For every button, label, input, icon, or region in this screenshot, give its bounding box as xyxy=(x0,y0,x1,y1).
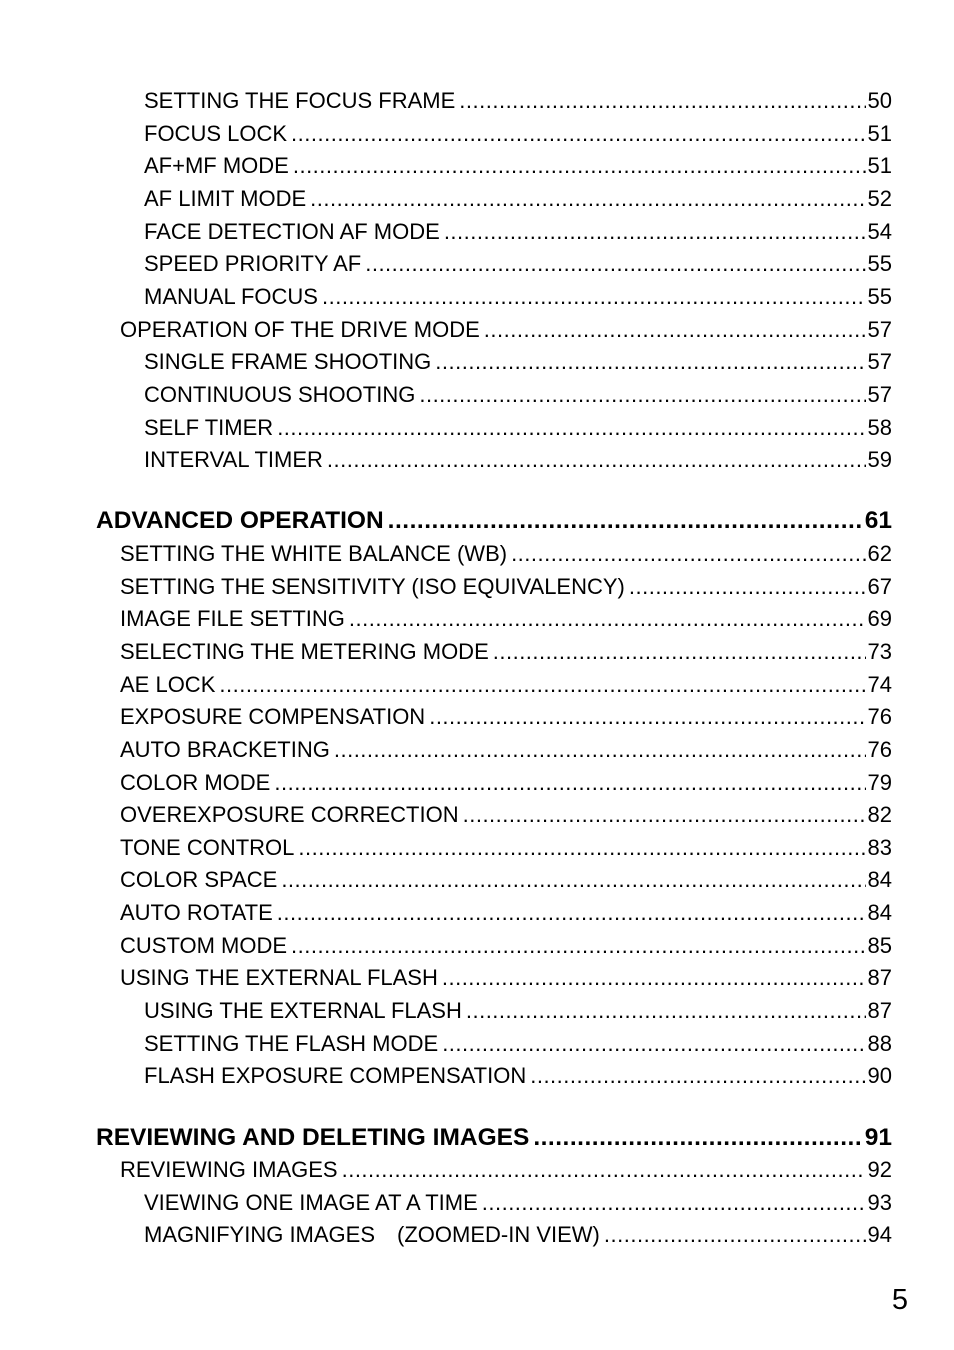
toc-entry-title: ADVANCED OPERATION xyxy=(96,507,384,535)
toc-entry-page: 55 xyxy=(867,251,892,277)
toc-entry[interactable] xyxy=(120,606,892,632)
toc-entry-page: 55 xyxy=(867,283,892,309)
toc-entry[interactable] xyxy=(144,415,892,441)
toc-entry-page: 91 xyxy=(864,1123,892,1151)
toc-entry-page: 58 xyxy=(867,414,892,440)
toc-entry-page: 61 xyxy=(864,507,892,535)
toc-dot-leader xyxy=(429,704,865,730)
toc-entry[interactable] xyxy=(144,88,892,114)
toc-dot-leader xyxy=(442,965,866,991)
toc-entry[interactable] xyxy=(144,447,892,473)
toc-entry-title: FACE DETECTION AF MODE xyxy=(144,218,440,244)
toc-dot-leader xyxy=(511,541,865,567)
toc-entry-title: AUTO BRACKETING xyxy=(120,736,330,762)
toc-entry-page: 90 xyxy=(867,1063,892,1089)
toc-dot-leader xyxy=(310,186,865,212)
toc-dot-leader xyxy=(277,900,866,926)
toc-entry-title: VIEWING ONE IMAGE AT A TIME xyxy=(144,1189,478,1215)
toc-entry-page: 69 xyxy=(867,606,892,632)
toc-dot-leader xyxy=(298,835,865,861)
toc-entry-title: CUSTOM MODE xyxy=(120,932,288,958)
toc-entry-title: FLASH EXPOSURE COMPENSATION xyxy=(144,1063,527,1089)
toc-entry-title: OVEREXPOSURE CORRECTION xyxy=(120,802,459,828)
toc-entry-title: SPEED PRIORITY AF xyxy=(144,251,362,277)
toc-entry[interactable] xyxy=(120,541,892,567)
toc-entry-page: 52 xyxy=(867,185,892,211)
toc-dot-leader xyxy=(274,770,865,796)
toc-entry-title: OPERATION OF THE DRIVE MODE xyxy=(120,316,480,342)
toc-entry-title: TONE CONTROL xyxy=(120,834,295,860)
toc-entry[interactable] xyxy=(120,639,892,665)
toc-entry-title: MAGNIFYING IMAGES (ZOOMED-IN VIEW) xyxy=(144,1222,600,1248)
toc-dot-leader xyxy=(291,933,865,959)
toc-entry-title: AF LIMIT MODE xyxy=(144,185,307,211)
toc-entry[interactable] xyxy=(120,965,892,991)
toc-dot-leader xyxy=(435,349,865,375)
toc-entry-title: AE LOCK xyxy=(120,671,216,697)
toc-entry-title: COLOR SPACE xyxy=(120,867,278,893)
toc-entry-page: 51 xyxy=(867,153,892,179)
toc-entry-page: 74 xyxy=(867,671,892,697)
toc-entry-title: USING THE EXTERNAL FLASH xyxy=(120,965,438,991)
toc-dot-leader xyxy=(466,998,866,1024)
toc-heading[interactable] xyxy=(96,1124,892,1152)
toc-entry[interactable] xyxy=(120,704,892,730)
toc-entry-title: SETTING THE WHITE BALANCE (WB) xyxy=(120,540,508,566)
toc-entry[interactable] xyxy=(120,933,892,959)
toc-entry-title: COLOR MODE xyxy=(120,769,271,795)
toc-dot-leader xyxy=(530,1063,865,1089)
toc-entry-title: SETTING THE FLASH MODE xyxy=(144,1030,439,1056)
toc-entry-title: REVIEWING IMAGES xyxy=(120,1157,338,1183)
toc-entry-page: 57 xyxy=(867,349,892,375)
toc-entry-title: MANUAL FOCUS xyxy=(144,283,318,309)
toc-dot-leader xyxy=(277,415,865,441)
toc-entry-page: 57 xyxy=(867,381,892,407)
toc-dot-leader xyxy=(327,447,866,473)
toc-entry-page: 62 xyxy=(867,540,892,566)
toc-dot-leader xyxy=(291,121,865,147)
toc-heading[interactable] xyxy=(96,507,892,535)
toc-entry-page: 73 xyxy=(867,638,892,664)
toc-entry-page: 82 xyxy=(867,802,892,828)
toc-entry-page: 92 xyxy=(867,1157,892,1183)
toc-entry-title: SETTING THE FOCUS FRAME xyxy=(144,88,456,113)
toc-dot-leader xyxy=(342,1157,866,1183)
toc-entry[interactable] xyxy=(120,835,892,861)
toc-entry[interactable] xyxy=(120,672,892,698)
toc-dot-leader xyxy=(629,574,866,600)
toc-entry[interactable] xyxy=(144,382,892,408)
toc-entry-page: 84 xyxy=(867,867,892,893)
toc-entry-title: SINGLE FRAME SHOOTING xyxy=(144,349,432,375)
toc-entry-title: AF+MF MODE xyxy=(144,153,289,179)
toc-entry-page: 84 xyxy=(867,900,892,926)
toc-dot-leader xyxy=(493,639,866,665)
toc-entry-page: 50 xyxy=(867,88,892,113)
toc-dot-leader xyxy=(484,317,866,343)
toc-entry-page: 57 xyxy=(867,316,892,342)
toc-dot-leader xyxy=(322,284,866,310)
toc-entry-page: 87 xyxy=(867,965,892,991)
toc-entry[interactable] xyxy=(144,1031,892,1057)
toc-entry-title: REVIEWING AND DELETING IMAGES xyxy=(96,1123,530,1151)
toc-entry[interactable] xyxy=(120,317,892,343)
toc-dot-leader xyxy=(459,88,865,114)
toc-entry-title: FOCUS LOCK xyxy=(144,120,288,146)
toc-entry[interactable] xyxy=(144,349,892,375)
toc-dot-leader xyxy=(442,1031,865,1057)
toc-entry[interactable] xyxy=(144,153,892,179)
toc-entry[interactable] xyxy=(144,251,892,277)
toc-entry-page: 85 xyxy=(867,932,892,958)
toc-entry-page: 94 xyxy=(867,1222,892,1248)
toc-dot-leader xyxy=(604,1222,866,1248)
toc-entry-title: IMAGE FILE SETTING xyxy=(120,606,345,632)
toc-entry-page: 51 xyxy=(867,120,892,146)
toc-entry-title: SELECTING THE METERING MODE xyxy=(120,638,489,664)
toc-entry-title: CONTINUOUS SHOOTING xyxy=(144,381,416,407)
toc-entry-page: 67 xyxy=(867,573,892,599)
toc-entry[interactable] xyxy=(120,1157,892,1183)
toc-entry-page: 88 xyxy=(867,1030,892,1056)
toc-dot-leader xyxy=(349,606,866,632)
toc-dot-leader xyxy=(419,382,865,408)
toc-entry[interactable] xyxy=(144,284,892,310)
toc-entry[interactable] xyxy=(144,186,892,212)
toc-entry-page: 79 xyxy=(867,769,892,795)
toc-entry-title: EXPOSURE COMPENSATION xyxy=(120,704,426,730)
toc-entry-page: 54 xyxy=(867,218,892,244)
toc-dot-leader xyxy=(444,219,866,245)
toc-entry-title: AUTO ROTATE xyxy=(120,900,273,926)
toc-entry-page: 83 xyxy=(867,834,892,860)
toc-dot-leader xyxy=(533,1124,862,1152)
toc-dot-leader xyxy=(365,251,865,277)
toc-entry[interactable] xyxy=(144,1190,892,1216)
toc-entry[interactable] xyxy=(144,1222,892,1248)
toc-dot-leader xyxy=(334,737,866,763)
toc-dot-leader xyxy=(482,1190,866,1216)
page-number: 5 xyxy=(891,1284,908,1316)
toc-entry-page: 59 xyxy=(867,447,892,473)
toc-entry-page: 76 xyxy=(867,704,892,730)
toc-entry-title: SELF TIMER xyxy=(144,414,274,440)
toc-entry[interactable] xyxy=(120,770,892,796)
toc-dot-leader xyxy=(219,672,865,698)
toc-entry-title: INTERVAL TIMER xyxy=(144,447,323,473)
toc-dot-leader xyxy=(463,802,866,828)
toc-entry-title: SETTING THE SENSITIVITY (ISO EQUIVALENCY) xyxy=(120,573,625,599)
toc-entry[interactable] xyxy=(144,998,892,1024)
toc-dot-leader xyxy=(293,153,866,179)
toc-entry[interactable] xyxy=(120,737,892,763)
toc-entry[interactable] xyxy=(144,121,892,147)
toc-dot-leader xyxy=(388,507,863,535)
toc-entry-page: 87 xyxy=(867,998,892,1024)
toc-entry[interactable] xyxy=(120,900,892,926)
toc-entry[interactable] xyxy=(144,219,892,245)
toc-entry[interactable] xyxy=(144,1063,892,1089)
toc-entry[interactable] xyxy=(120,802,892,828)
toc-entry-title: USING THE EXTERNAL FLASH xyxy=(144,998,462,1024)
toc-dot-leader xyxy=(281,867,865,893)
toc-entry[interactable] xyxy=(120,574,892,600)
toc-entry[interactable] xyxy=(120,867,892,893)
toc-entry-page: 93 xyxy=(867,1189,892,1215)
toc-entry-page: 76 xyxy=(867,736,892,762)
